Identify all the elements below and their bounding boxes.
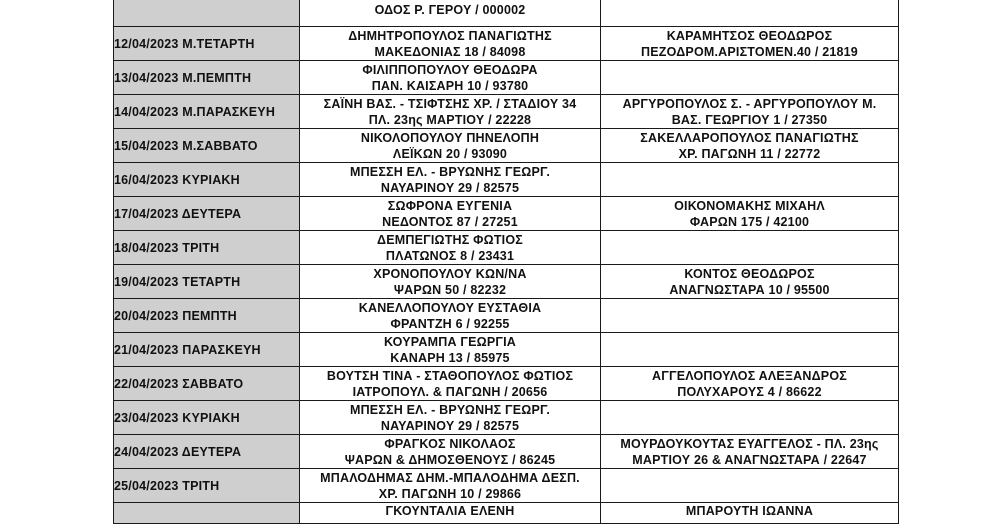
pharmacy-address: ΨΑΡΩΝ 50 / 82232 — [393, 282, 507, 297]
pharmacy-name: ΣΑΪΝΗ ΒΑΣ. - ΤΣΙΦΤΣΗΣ ΧΡ. / ΣΤΑΔΙΟΥ 34 — [323, 96, 577, 111]
pharmacy-name: ΑΓΓΕΛΟΠΟΥΛΟΣ ΑΛΕΞΑΝΔΡΟΣ — [652, 368, 847, 383]
pharmacy-address: ΝΕΔΟΝΤΟΣ 87 / 27251 — [382, 214, 518, 229]
pharmacy-primary-cell — [300, 0, 601, 27]
date-cell: 25/04/2023 ΤΡΙΤΗ — [114, 469, 300, 503]
pharmacy-secondary-cell — [601, 367, 899, 401]
pharmacy-name: ΣΑΚΕΛΛΑΡΟΠΟΥΛΟΣ ΠΑΝΑΓΙΩΤΗΣ — [640, 130, 859, 145]
pharmacy-address: ΨΑΡΩΝ & ΔΗΜΟΣΘΕΝΟΥΣ / 86245 — [344, 452, 556, 467]
pharmacy-name: ΣΩΦΡΟΝΑ ΕΥΓΕΝΙΑ — [387, 198, 513, 213]
pharmacy-name: ΚΟΥΡΑΜΠΑ ΓΕΩΡΓΙΑ — [384, 334, 516, 349]
table-row — [114, 265, 899, 299]
pharmacy-primary-cell — [300, 27, 601, 61]
pharmacy-address: ΧΡ. ΠΑΓΩΝΗ 11 / 22772 — [678, 146, 821, 161]
pharmacy-address: ΜΑΚΕΔΟΝΙΑΣ 18 / 84098 — [374, 44, 526, 59]
pharmacy-name: ΜΠΕΣΣΗ ΕΛ. - ΒΡΥΩΝΗΣ ΓΕΩΡΓ. — [349, 402, 551, 417]
pharmacy-secondary-cell — [601, 197, 899, 231]
pharmacy-secondary-cell — [601, 435, 899, 469]
pharmacy-primary-cell — [300, 129, 601, 163]
pharmacy-name: ΜΟΥΡΔΟΥΚΟΥΤΑΣ ΕΥΑΓΓΕΛΟΣ - ΠΛ. 23ης — [620, 436, 879, 451]
pharmacy-primary-cell — [300, 503, 601, 524]
date-cell — [114, 503, 300, 524]
date-cell: 22/04/2023 ΣΑΒΒΑΤΟ — [114, 367, 300, 401]
pharmacy-secondary-cell — [601, 299, 899, 333]
table-row — [114, 299, 899, 333]
pharmacy-address: ΧΡ. ΠΑΓΩΝΗ 10 / 29866 — [378, 486, 522, 501]
pharmacy-primary-cell — [300, 299, 601, 333]
pharmacy-primary-cell — [300, 61, 601, 95]
date-cell — [114, 0, 300, 27]
pharmacy-address: ΛΕΪΚΩΝ 20 / 93090 — [392, 146, 508, 161]
pharmacy-address: ΦΡΑΝΤΖΗ 6 / 92255 — [390, 316, 510, 331]
pharmacy-name: ΝΙΚΟΛΟΠΟΥΛΟΥ ΠΗΝΕΛΟΠΗ — [360, 130, 540, 145]
pharmacy-name: ΦΡΑΓΚΟΣ ΝΙΚΟΛΑΟΣ — [384, 436, 516, 451]
pharmacy-primary-cell — [300, 231, 601, 265]
pharmacy-primary-cell — [300, 401, 601, 435]
pharmacy-address: ΠΕΖΟΔΡΟΜ.ΑΡΙΣΤΟΜΕΝ.40 / 21819 — [641, 44, 858, 59]
pharmacy-name: ΜΠΑΛΟΔΗΜΑΣ ΔΗΜ.-ΜΠΑΛΟΔΗΜΑ ΔΕΣΠ. — [320, 470, 580, 485]
pharmacy-address: ΠΑΝ. ΚΑΙΣΑΡΗ 10 / 93780 — [371, 78, 529, 93]
pharmacy-address: ΠΛΑΤΩΝΟΣ 8 / 23431 — [385, 248, 515, 263]
date-cell: 13/04/2023 Μ.ΠΕΜΠΤΗ — [114, 61, 300, 95]
pharmacy-name: ΚΑΝΕΛΛΟΠΟΥΛΟΥ ΕΥΣΤΑΘΙΑ — [358, 300, 542, 315]
pharmacy-primary-cell — [300, 197, 601, 231]
date-cell: 14/04/2023 Μ.ΠΑΡΑΣΚΕΥΗ — [114, 95, 300, 129]
pharmacy-name: ΦΙΛΙΠΠΟΠΟΥΛΟΥ ΘΕΟΔΩΡΑ — [362, 62, 538, 77]
table-row — [114, 469, 899, 503]
pharmacy-primary-cell — [300, 163, 601, 197]
pharmacy-secondary-cell — [601, 61, 899, 95]
pharmacy-secondary-cell — [601, 401, 899, 435]
pharmacy-primary-cell — [300, 435, 601, 469]
pharmacy-duty-schedule — [113, 0, 895, 524]
date-cell: 17/04/2023 ΔΕΥΤΕΡΑ — [114, 197, 300, 231]
pharmacy-secondary-cell — [601, 27, 899, 61]
pharmacy-address: ΟΔΟΣ Ρ. ΓΕΡΟΥ / 000002 — [374, 2, 526, 17]
pharmacy-secondary-cell — [601, 0, 899, 27]
pharmacy-name: ΚΑΡΑΜΗΤΣΟΣ ΘΕΟΔΩΡΟΣ — [666, 28, 833, 43]
pharmacy-name: ΔΗΜΗΤΡΟΠΟΥΛΟΣ ΠΑΝΑΓΙΩΤΗΣ — [348, 28, 552, 43]
table-row — [114, 333, 899, 367]
pharmacy-secondary-cell — [601, 265, 899, 299]
date-cell: 24/04/2023 ΔΕΥΤΕΡΑ — [114, 435, 300, 469]
table-row — [114, 129, 899, 163]
pharmacy-secondary-cell — [601, 95, 899, 129]
table-row — [114, 27, 899, 61]
pharmacy-address: ΦΑΡΩΝ 175 / 42100 — [689, 214, 810, 229]
pharmacy-secondary-cell — [601, 231, 899, 265]
pharmacy-primary-cell — [300, 469, 601, 503]
pharmacy-address: ΜΑΡΤΙΟΥ 26 & ΑΝΑΓΝΩΣΤΑΡΑ / 22647 — [632, 452, 867, 467]
pharmacy-address: ΒΑΣ. ΓΕΩΡΓΙΟΥ 1 / 27350 — [671, 112, 828, 127]
pharmacy-primary-cell — [300, 367, 601, 401]
pharmacy-primary-cell — [300, 333, 601, 367]
pharmacy-secondary-cell — [601, 469, 899, 503]
pharmacy-secondary-cell — [601, 163, 899, 197]
pharmacy-address: ΠΛ. 23ης ΜΑΡΤΙΟΥ / 22228 — [368, 112, 532, 127]
table-row — [114, 503, 899, 524]
pharmacy-address: ΑΝΑΓΝΩΣΤΑΡΑ 10 / 95500 — [669, 282, 830, 297]
pharmacy-secondary-cell — [601, 129, 899, 163]
schedule-table — [113, 0, 899, 524]
pharmacy-name: ΟΙΚΟΝΟΜΑΚΗΣ ΜΙΧΑΗΛ — [674, 198, 825, 213]
date-cell: 12/04/2023 Μ.ΤΕΤΑΡΤΗ — [114, 27, 300, 61]
pharmacy-secondary-cell — [601, 503, 899, 524]
table-row — [114, 231, 899, 265]
table-row — [114, 401, 899, 435]
date-cell: 16/04/2023 ΚΥΡΙΑΚΗ — [114, 163, 300, 197]
date-cell: 19/04/2023 ΤΕΤΑΡΤΗ — [114, 265, 300, 299]
date-cell: 15/04/2023 Μ.ΣΑΒΒΑΤΟ — [114, 129, 300, 163]
pharmacy-name: ΓΚΟΥΝΤΑΛΙΑ ΕΛΕΝΗ — [385, 504, 515, 518]
pharmacy-address: ΚΑΝΑΡΗ 13 / 85975 — [390, 350, 510, 365]
pharmacy-name: ΔΕΜΠΕΓΙΩΤΗΣ ΦΩΤΙΟΣ — [377, 232, 523, 247]
pharmacy-secondary-cell — [601, 333, 899, 367]
pharmacy-address: ΝΑΥΑΡΙΝΟΥ 29 / 82575 — [380, 418, 520, 433]
pharmacy-primary-cell — [300, 265, 601, 299]
pharmacy-address: ΙΑΤΡΟΠΟΥΛ. & ΠΑΓΩΝΗ / 20656 — [352, 384, 548, 399]
table-row — [114, 367, 899, 401]
table-row — [114, 163, 899, 197]
table-row — [114, 61, 899, 95]
date-cell: 23/04/2023 ΚΥΡΙΑΚΗ — [114, 401, 300, 435]
pharmacy-name: ΚΟΝΤΟΣ ΘΕΟΔΩΡΟΣ — [684, 266, 815, 281]
pharmacy-address: ΠΟΛΥΧΑΡΟΥΣ 4 / 86622 — [677, 384, 822, 399]
pharmacy-primary-cell — [300, 95, 601, 129]
pharmacy-name: ΒΟΥΤΣΗ ΤΙΝΑ - ΣΤΑΘΟΠΟΥΛΟΣ ΦΩΤΙΟΣ — [326, 368, 574, 383]
table-row — [114, 95, 899, 129]
schedule-rows — [114, 0, 899, 524]
table-row — [114, 0, 899, 27]
date-cell: 21/04/2023 ΠΑΡΑΣΚΕΥΗ — [114, 333, 300, 367]
pharmacy-name: ΜΠΑΡΟΥΤΗ ΙΩΑΝΝΑ — [685, 504, 814, 518]
date-cell: 18/04/2023 ΤΡΙΤΗ — [114, 231, 300, 265]
pharmacy-address: ΝΑΥΑΡΙΝΟΥ 29 / 82575 — [380, 180, 520, 195]
pharmacy-name: ΜΠΕΣΣΗ ΕΛ. - ΒΡΥΩΝΗΣ ΓΕΩΡΓ. — [349, 164, 551, 179]
pharmacy-name: ΧΡΟΝΟΠΟΥΛΟΥ ΚΩΝ/ΝΑ — [373, 266, 527, 281]
table-row — [114, 435, 899, 469]
date-cell: 20/04/2023 ΠΕΜΠΤΗ — [114, 299, 300, 333]
table-row — [114, 197, 899, 231]
pharmacy-name: ΑΡΓΥΡΟΠΟΥΛΟΣ Σ. - ΑΡΓΥΡΟΠΟΥΛΟΥ Μ. — [622, 96, 877, 111]
